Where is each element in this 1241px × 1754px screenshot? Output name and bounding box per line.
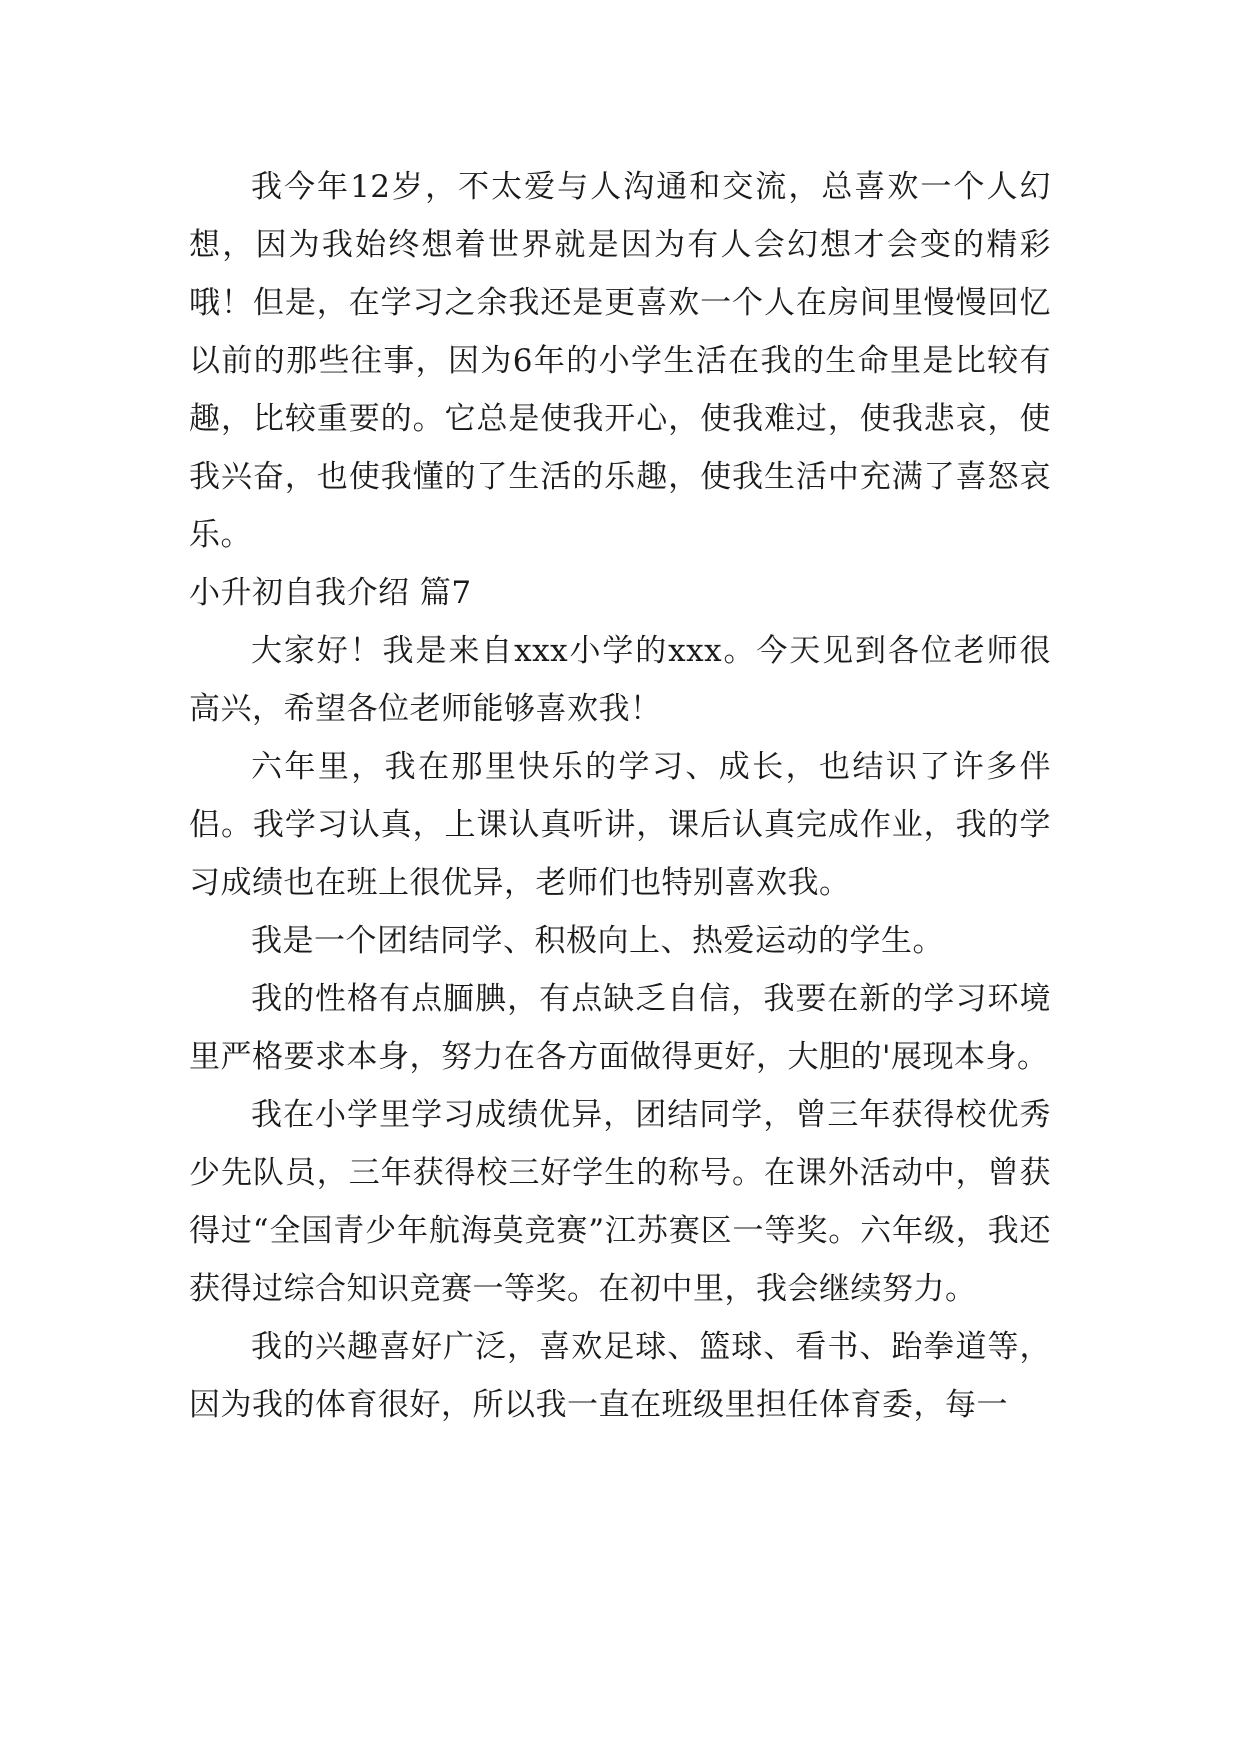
document-body <box>189 158 1051 1434</box>
paragraph-hobbies: 我的兴趣喜好广泛，喜欢足球、篮球、看书、跆拳道等，因为我的体育很好，所以我一直在班级里担任体育委，每一 <box>189 1329 1051 1423</box>
paragraph-intro: 我今年12岁，不太爱与人沟通和交流，总喜欢一个人幻想，因为我始终想着世界就是因为有人会幻想才会变的精彩哦！但是，在学习之余我还是更喜欢一个人在房间里慢慢回忆以前的那些往事，因为6年的小学生活在我的生命里是比较有趣，比较重要的。它总是使我开心，使我难过，使我悲哀，使我兴奋，也使我懂的了生活的乐趣，使我生活中充满了喜怒哀乐。 <box>189 169 1051 553</box>
section-heading: 小升初自我介绍 篇7 <box>189 575 472 611</box>
paragraph-character: 我是一个团结同学、积极向上、热爱运动的学生。 <box>251 923 944 959</box>
paragraph-greeting: 大家好！我是来自xxx小学的xxx。今天见到各位老师很高兴，希望各位老师能够喜欢我！ <box>189 633 1051 727</box>
paragraph-achievements: 我在小学里学习成绩优异，团结同学，曾三年获得校优秀少先队员，三年获得校三好学生的称号。在课外活动中，曾获得过“全国青少年航海莫竞赛”江苏赛区一等奖。六年级，我还获得过综合知识竞赛一等奖。在初中里，我会继续努力。 <box>189 1097 1051 1307</box>
paragraph-personality: 我的性格有点腼腆，有点缺乏自信，我要在新的学习环境里严格要求本身，努力在各方面做得更好，大胆的'展现本身。 <box>189 981 1051 1075</box>
paragraph-six-years: 六年里，我在那里快乐的学习、成长，也结识了许多伴侣。我学习认真，上课认真听讲，课后认真完成作业，我的学习成绩也在班上很优异，老师们也特别喜欢我。 <box>189 749 1051 901</box>
